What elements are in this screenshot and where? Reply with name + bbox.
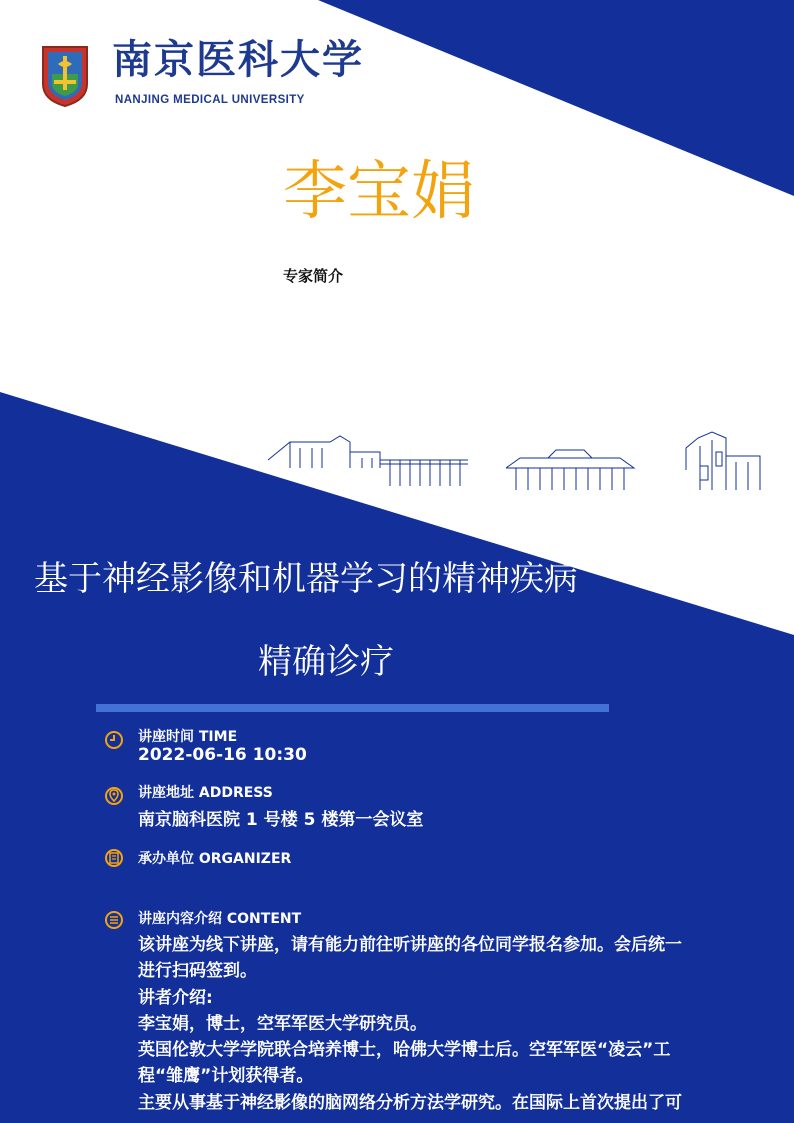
list-document-icon bbox=[104, 910, 124, 930]
university-name-en: NANJING MEDICAL UNIVERSITY bbox=[115, 94, 305, 106]
content-line: 李宝娟，博士，空军军医大学研究员。 bbox=[138, 1013, 427, 1034]
campus-buildings-illustration bbox=[268, 432, 760, 490]
university-name-cn: 南京医科大学 bbox=[112, 36, 364, 83]
address-value: 南京脑科医院 1 号楼 5 楼第一会议室 bbox=[138, 810, 424, 830]
content-line: 进行扫码签到。 bbox=[138, 961, 257, 982]
organizer-label: 承办单位 ORGANIZER bbox=[138, 851, 292, 867]
university-emblem-icon bbox=[40, 44, 90, 108]
speaker-name: 李宝娟 bbox=[283, 155, 475, 229]
content-line: 该讲座为线下讲座，请有能力前往听讲座的各位同学报名参加。会后统一 bbox=[138, 935, 682, 955]
content-label: 讲座内容介绍 CONTENT bbox=[138, 911, 302, 927]
content-line: 程“雏鹰”计划获得者。 bbox=[138, 1066, 314, 1087]
content-line: 主要从事基于神经影像的脑网络分析方法学研究。在国际上首次提出了可 bbox=[138, 1092, 682, 1113]
time-value: 2022-06-16 10:30 bbox=[138, 745, 307, 765]
lecture-title-line-1: 基于神经影像和机器学习的精神疾病 bbox=[34, 559, 578, 599]
time-label: 讲座时间 TIME bbox=[138, 729, 238, 745]
lecture-content-body bbox=[138, 932, 738, 1116]
location-pin-icon bbox=[104, 786, 124, 806]
clock-icon bbox=[104, 730, 124, 750]
expert-profile-label: 专家简介 bbox=[283, 267, 344, 285]
building-icon bbox=[104, 848, 124, 868]
address-label: 讲座地址 ADDRESS bbox=[138, 785, 273, 801]
lecture-title-line-2: 精确诊疗 bbox=[258, 642, 394, 682]
content-line: 讲者介绍: bbox=[138, 987, 213, 1008]
title-divider bbox=[96, 704, 609, 712]
content-line: 英国伦敦大学学院联合培养博士，哈佛大学博士后。空军军医“凌云”工 bbox=[138, 1040, 671, 1061]
